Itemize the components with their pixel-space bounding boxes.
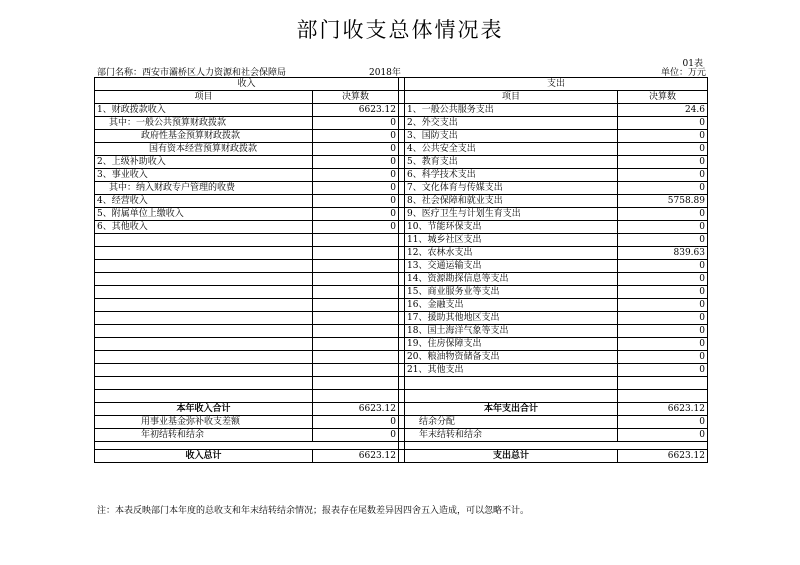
expense-amount-cell: 24.6 xyxy=(618,104,708,117)
summary-table xyxy=(94,77,708,463)
income-item-cell: 其中：一般公共预算财政拨款 xyxy=(95,117,313,130)
expense-item-cell: 2、外交支出 xyxy=(405,117,618,130)
table-row xyxy=(95,338,708,351)
income-amount-cell: 6623.12 xyxy=(313,104,399,117)
expense-amount-cell: 0 xyxy=(618,221,708,234)
income-item-cell xyxy=(95,234,313,247)
income-item-cell xyxy=(95,351,313,364)
income-amount-cell: 0 xyxy=(313,182,399,195)
expense-amount-cell: 0 xyxy=(618,273,708,286)
expense-item-cell: 21、其他支出 xyxy=(405,364,618,377)
expense-item-cell: 15、商业服务业等支出 xyxy=(405,286,618,299)
income-item-cell: 3、事业收入 xyxy=(95,169,313,182)
income-amount-cell: 0 xyxy=(313,117,399,130)
expense-amount-cell: 0 xyxy=(618,130,708,143)
footnote: 注：本表反映部门本年度的总收支和年末结转结余情况；报表存在尾数差异因四舍五入造成，可以忽略不计。 xyxy=(97,506,530,516)
table-row xyxy=(95,299,708,312)
income-amount-cell xyxy=(313,247,399,260)
year-total-row xyxy=(95,403,708,416)
income-item-cell: 用事业基金弥补收支差额 xyxy=(95,416,313,429)
table-row xyxy=(95,325,708,338)
income-amount-cell xyxy=(313,312,399,325)
expense-item-cell: 13、交通运输支出 xyxy=(405,260,618,273)
expense-amount-cell: 0 xyxy=(618,117,708,130)
table-row xyxy=(95,273,708,286)
income-amount-cell xyxy=(313,325,399,338)
income-amount-cell xyxy=(313,234,399,247)
table-row xyxy=(95,247,708,260)
income-year-total-label: 本年收入合计 xyxy=(95,403,313,416)
income-item-cell: 2、上级补助收入 xyxy=(95,156,313,169)
expense-amount-cell: 0 xyxy=(618,234,708,247)
income-grand-total-value: 6623.12 xyxy=(313,450,399,463)
table-row xyxy=(95,221,708,234)
expense-item-cell: 6、科学技术支出 xyxy=(405,169,618,182)
expense-item-cell: 4、公共安全支出 xyxy=(405,143,618,156)
expense-item-cell: 17、援助其他地区支出 xyxy=(405,312,618,325)
expense-amount-cell: 5758.89 xyxy=(618,195,708,208)
income-amount-cell xyxy=(313,260,399,273)
expense-item-cell: 12、农林水支出 xyxy=(405,247,618,260)
table-row xyxy=(95,377,708,390)
income-header: 收入 xyxy=(95,78,399,91)
income-amount-cell xyxy=(313,351,399,364)
expense-amount-cell: 0 xyxy=(618,312,708,325)
income-amount-cell: 0 xyxy=(313,195,399,208)
expense-year-total-label: 本年支出合计 xyxy=(405,403,618,416)
income-item-cell xyxy=(95,390,313,403)
income-item-cell: 年初结转和结余 xyxy=(95,429,313,442)
column-header-row xyxy=(95,91,708,104)
expense-amount-cell: 0 xyxy=(618,156,708,169)
income-item-cell xyxy=(95,260,313,273)
table-row xyxy=(95,182,708,195)
income-item-cell xyxy=(95,338,313,351)
department-name: 部门名称：西安市灞桥区人力资源和社会保障局 xyxy=(97,68,287,78)
section-header-row xyxy=(95,78,708,91)
table-code: 01表 xyxy=(682,59,703,69)
expense-item-cell: 10、节能环保支出 xyxy=(405,221,618,234)
income-amount-cell xyxy=(313,286,399,299)
income-amount-cell: 0 xyxy=(313,143,399,156)
expense-amount-cell xyxy=(618,390,708,403)
income-item-header: 项目 xyxy=(95,91,313,104)
expense-item-cell: 5、教育支出 xyxy=(405,156,618,169)
expense-item-cell: 20、粮油物资储备支出 xyxy=(405,351,618,364)
expense-item-cell: 8、社会保障和就业支出 xyxy=(405,195,618,208)
table-row xyxy=(95,208,708,221)
table-row xyxy=(95,104,708,117)
income-item-cell: 政府性基金预算财政拨款 xyxy=(95,130,313,143)
expense-item-cell: 16、金融支出 xyxy=(405,299,618,312)
table-row xyxy=(95,117,708,130)
income-item-cell xyxy=(95,299,313,312)
table-row xyxy=(95,234,708,247)
expense-amount-header: 决算数 xyxy=(618,91,708,104)
expense-amount-cell: 0 xyxy=(618,208,708,221)
expense-item-cell xyxy=(405,377,618,390)
income-amount-header: 决算数 xyxy=(313,91,399,104)
income-item-cell xyxy=(95,286,313,299)
income-amount-cell xyxy=(313,273,399,286)
expense-item-header: 项目 xyxy=(405,91,618,104)
expense-item-cell: 7、文化体育与传媒支出 xyxy=(405,182,618,195)
income-item-cell xyxy=(95,247,313,260)
income-amount-cell: 0 xyxy=(313,429,399,442)
income-item-cell: 1、财政拨款收入 xyxy=(95,104,313,117)
expense-grand-total-label: 支出总计 xyxy=(405,450,618,463)
income-grand-total-label: 收入总计 xyxy=(95,450,313,463)
expense-amount-cell: 0 xyxy=(618,429,708,442)
income-item-cell xyxy=(95,364,313,377)
income-amount-cell xyxy=(313,299,399,312)
income-item-cell xyxy=(95,325,313,338)
expense-amount-cell: 0 xyxy=(618,260,708,273)
expense-item-cell: 11、城乡社区支出 xyxy=(405,234,618,247)
table-row xyxy=(95,416,708,429)
income-amount-cell: 0 xyxy=(313,130,399,143)
expense-item-cell xyxy=(405,390,618,403)
expense-amount-cell: 0 xyxy=(618,286,708,299)
expense-amount-cell: 0 xyxy=(618,169,708,182)
expense-grand-total-value: 6623.12 xyxy=(618,450,708,463)
meta-row xyxy=(97,65,706,77)
year-label: 2018年 xyxy=(369,68,401,78)
separator-cell xyxy=(95,442,399,450)
expense-amount-cell: 0 xyxy=(618,143,708,156)
expense-header: 支出 xyxy=(405,78,708,91)
expense-amount-cell xyxy=(618,377,708,390)
income-amount-cell: 0 xyxy=(313,208,399,221)
income-item-cell: 国有资本经营预算财政拨款 xyxy=(95,143,313,156)
income-item-cell xyxy=(95,273,313,286)
expense-amount-cell: 0 xyxy=(618,364,708,377)
table-row xyxy=(95,143,708,156)
table-row xyxy=(95,156,708,169)
table-row xyxy=(95,390,708,403)
expense-item-cell: 结余分配 xyxy=(405,416,618,429)
income-amount-cell: 0 xyxy=(313,416,399,429)
unit-label: 单位：万元 xyxy=(660,68,706,78)
expense-item-cell: 19、住房保障支出 xyxy=(405,338,618,351)
table-row xyxy=(95,364,708,377)
income-item-cell: 4、经营收入 xyxy=(95,195,313,208)
table-row xyxy=(95,286,708,299)
table-row xyxy=(95,429,708,442)
expense-amount-cell: 839.63 xyxy=(618,247,708,260)
income-amount-cell xyxy=(313,390,399,403)
separator-cell xyxy=(405,442,708,450)
separator-row xyxy=(95,442,708,450)
income-amount-cell xyxy=(313,338,399,351)
expense-item-cell: 9、医疗卫生与计划生育支出 xyxy=(405,208,618,221)
income-item-cell xyxy=(95,377,313,390)
income-item-cell: 6、其他收入 xyxy=(95,221,313,234)
expense-item-cell: 1、一般公共服务支出 xyxy=(405,104,618,117)
page-title: 部门收支总体情况表 xyxy=(296,18,504,42)
income-amount-cell xyxy=(313,364,399,377)
table-row xyxy=(95,260,708,273)
table-row xyxy=(95,312,708,325)
expense-item-cell: 14、资源勘探信息等支出 xyxy=(405,273,618,286)
income-item-cell: 5、附属单位上缴收入 xyxy=(95,208,313,221)
expense-item-cell: 3、国防支出 xyxy=(405,130,618,143)
expense-amount-cell: 0 xyxy=(618,325,708,338)
income-item-cell: 其中：纳入财政专户管理的收费 xyxy=(95,182,313,195)
expense-item-cell: 18、国土海洋气象等支出 xyxy=(405,325,618,338)
expense-amount-cell: 0 xyxy=(618,351,708,364)
expense-item-cell: 年末结转和结余 xyxy=(405,429,618,442)
income-amount-cell xyxy=(313,377,399,390)
table-row xyxy=(95,169,708,182)
expense-amount-cell: 0 xyxy=(618,299,708,312)
income-amount-cell: 0 xyxy=(313,156,399,169)
table-row xyxy=(95,130,708,143)
expense-year-total-value: 6623.12 xyxy=(618,403,708,416)
income-year-total-value: 6623.12 xyxy=(313,403,399,416)
table-row xyxy=(95,195,708,208)
table-row xyxy=(95,351,708,364)
income-amount-cell: 0 xyxy=(313,221,399,234)
income-amount-cell: 0 xyxy=(313,169,399,182)
expense-amount-cell: 0 xyxy=(618,416,708,429)
grand-total-row xyxy=(95,450,708,463)
income-item-cell xyxy=(95,312,313,325)
expense-amount-cell: 0 xyxy=(618,182,708,195)
expense-amount-cell: 0 xyxy=(618,338,708,351)
